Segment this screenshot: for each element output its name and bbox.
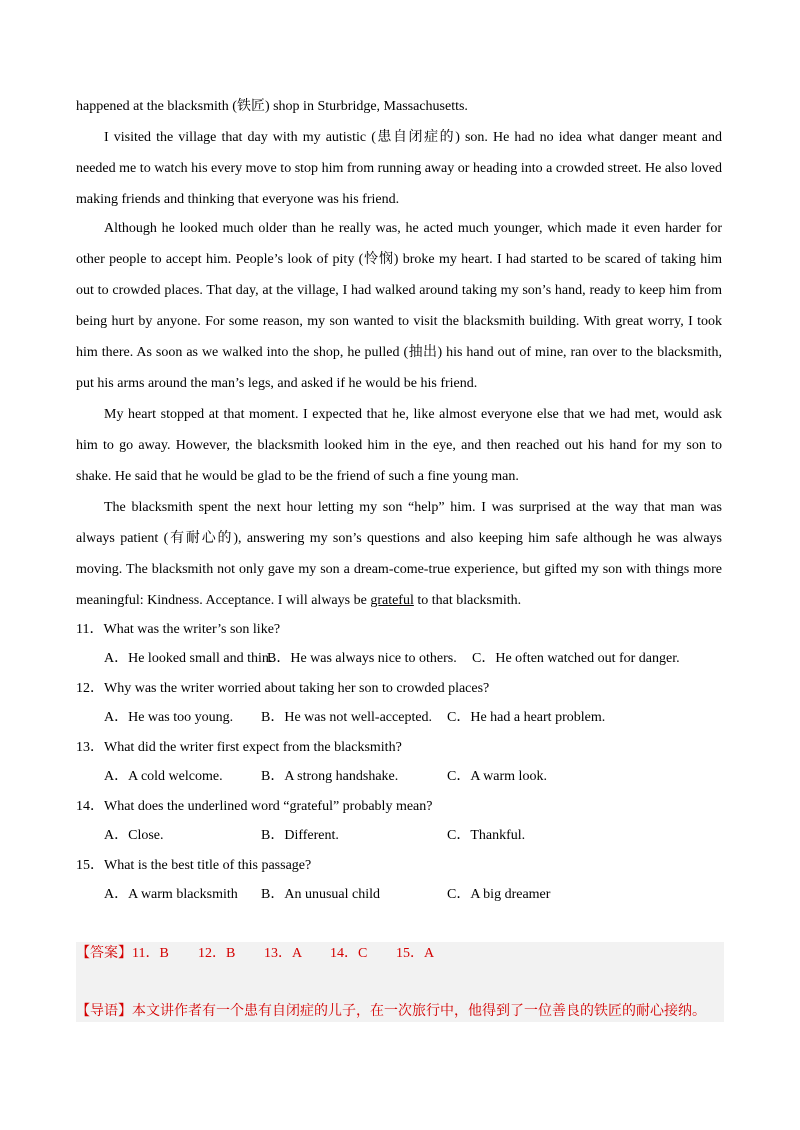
answer-label: 【答案】 <box>76 946 132 961</box>
question-15: 15．What is the best title of this passage? <box>76 858 312 873</box>
question-11-option-c: C．He often watched out for danger. <box>472 651 680 666</box>
underlined-word: grateful <box>370 593 414 608</box>
passage-paragraph-1: I visited the village that day with my autistic (患自闭症的) son. He had no idea what danger meant and needed me to watch his every move to stop him from running away or heading into a crowded street. He also loved making friends and thinking that everyone was his friend. <box>76 130 722 207</box>
question-11-option-b: B．He was always nice to others. <box>267 651 457 666</box>
question-15-option-b: B．An unusual child <box>261 887 380 902</box>
answer-item-15: 15．A <box>396 946 435 961</box>
question-13: 13．What did the writer first expect from the blacksmith? <box>76 740 402 755</box>
question-12-option-b: B．He was not well-accepted. <box>261 710 433 725</box>
question-13-option-c: C．A warm look. <box>447 769 547 784</box>
passage-paragraph-3: My heart stopped at that moment. I expected that he, like almost everyone else that we had met, would ask him to go away. However, the blacksmith looked him in the eye, and then reached out his hand for my son to shake. He said that he would be glad to be the friend of such a fine young man. <box>76 407 722 484</box>
question-12-option-a: A．He was too young. <box>104 710 234 725</box>
answer-item-12: 12．B <box>198 946 236 961</box>
question-13-option-a: A．A cold welcome. <box>104 769 223 784</box>
answer-item-11: 11．B <box>132 946 169 961</box>
passage-paragraph-2: Although he looked much older than he really was, he acted much younger, which made it even harder for other people to accept him. People’s look of pity (怜悯) broke my heart. I had started to be scared of taking him out to crowded places. That day, at the village, I had walked around taking my son’s hand, ready to keep him from being hurt by anyone. For some reason, my son wanted to visit the blacksmith building. With great worry, I took him there. As soon as we walked into the shop, he pulled (抽出) his hand out of mine, ran over to the blacksmith, put his arms around the man’s legs, and asked if he would be his friend. <box>76 221 722 391</box>
question-15-option-c: C．A big dreamer <box>447 887 551 902</box>
question-14-option-b: B．Different. <box>261 828 339 843</box>
passage-paragraph-4: The blacksmith spent the next hour letting my son “help” him. I was surprised at the way that man was always patient (有耐心的), answering my son’s questions and also keeping him safe although he was always moving. The blacksmith not only gave my son a dream-come-true experience, but gifted my son with things more meaningful: Kindness. Acceptance. I will always be grateful to that blacksmith. <box>76 500 722 608</box>
answer-item-13: 13．A <box>264 946 303 961</box>
guide-label: 【导语】 <box>76 1004 132 1019</box>
question-11-option-a: A．He looked small and thin. <box>104 651 273 666</box>
question-14: 14．What does the underlined word “grateful” probably mean? <box>76 799 433 814</box>
guide-text: 本文讲作者有一个患有自闭症的儿子，在一次旅行中，他得到了一位善良的铁匠的耐心接纳。 <box>132 1004 706 1019</box>
guide-line <box>76 1002 706 1022</box>
question-12: 12．Why was the writer worried about taking her son to crowded places? <box>76 681 490 696</box>
answer-item-14: 14．C <box>330 946 368 961</box>
question-11: 11．What was the writer’s son like? <box>76 622 281 637</box>
question-14-option-a: A．Close. <box>104 828 164 843</box>
question-15-option-a: A．A warm blacksmith <box>104 887 238 902</box>
question-13-option-b: B．A strong handshake. <box>261 769 399 784</box>
passage-paragraph-0: happened at the blacksmith (铁匠) shop in Sturbridge, Massachusetts. <box>76 99 468 114</box>
question-14-option-c: C．Thankful. <box>447 828 526 843</box>
question-12-option-c: C．He had a heart problem. <box>447 710 606 725</box>
